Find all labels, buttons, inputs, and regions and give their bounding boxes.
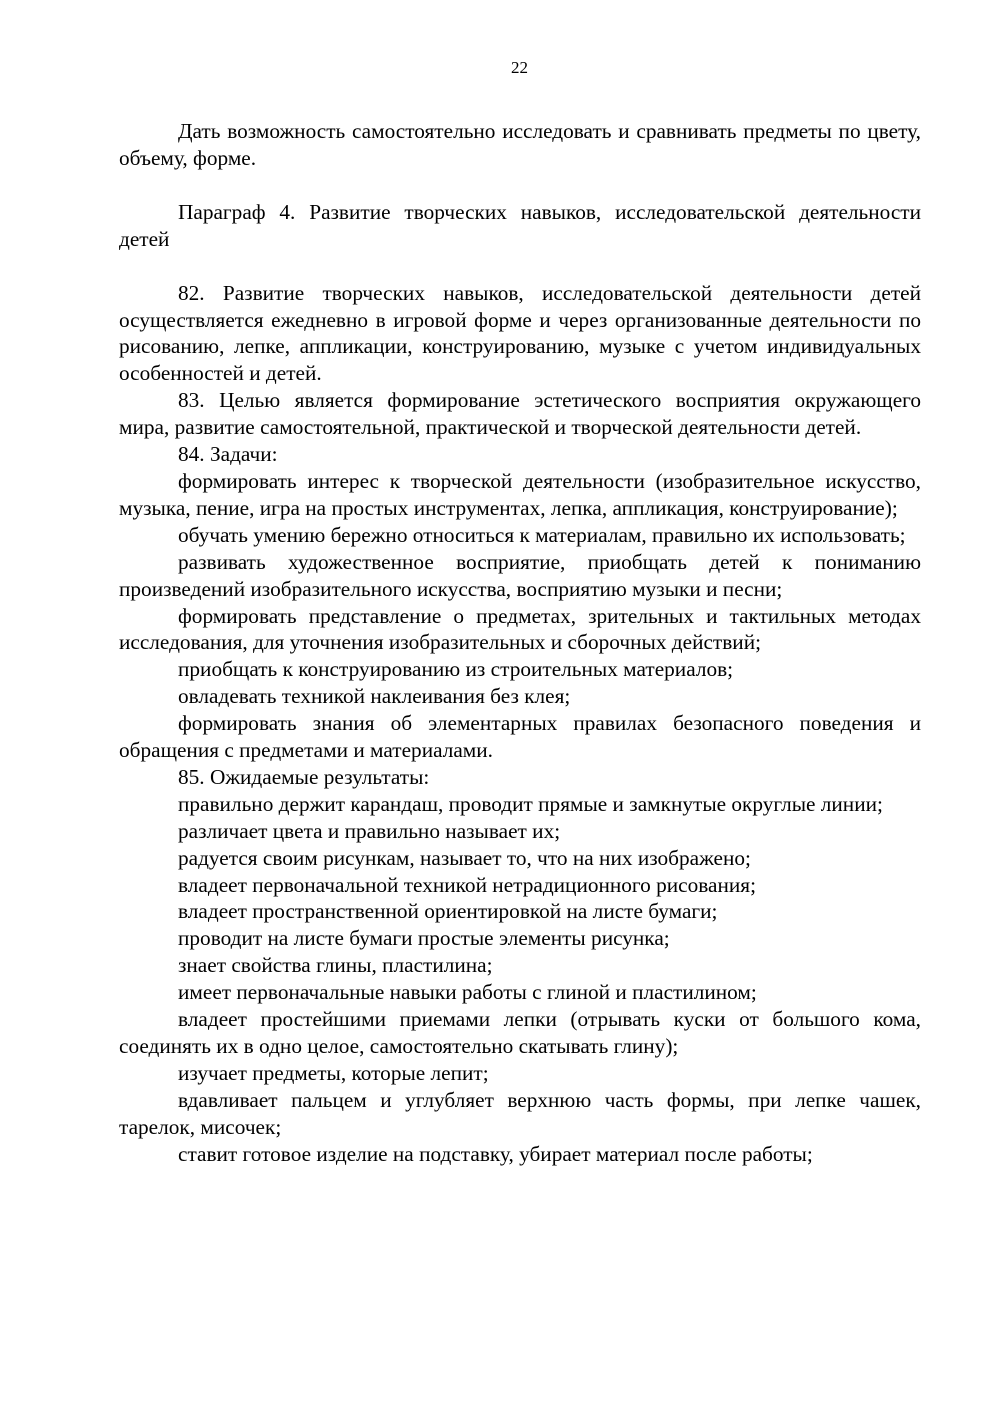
result-item: радуется своим рисункам, называет то, что на них изображено; [178, 845, 751, 870]
result-item: вдавливает пальцем и углубляет верхнюю часть формы, при лепке чашек, тарелок, мисочек; [119, 1087, 921, 1139]
task-item: приобщать к конструированию из строительных материалов; [178, 657, 734, 682]
task-item: обучать умению бережно относиться к материалам, правильно их использовать; [178, 522, 906, 547]
task-item: формировать интерес к творческой деятельности (изобразительное искусство, музыка, пение, игра на простых инструментах, лепка, аппликация, конструирование); [119, 468, 921, 520]
clause-82: 82. Развитие творческих навыков, исследовательской деятельности детей осуществляется ежедневно в игровой форме и через организованные деятельности по рисованию, лепке, аппликации, конструированию, музыке с учетом индивидуальных особенностей и детей. [119, 280, 921, 386]
result-item: ставит готовое изделие на подставку, убирает материал после работы; [178, 1141, 813, 1166]
clause-85-title: 85. Ожидаемые результаты: [178, 764, 430, 789]
result-item: владеет первоначальной техникой нетрадиционного рисования; [178, 872, 756, 897]
result-item: различает цвета и правильно называет их; [178, 818, 561, 843]
clause-83: 83. Целью является формирование эстетического восприятия окружающего мира, развитие самостоятельной, практической и творческой деятельности детей. [119, 388, 921, 440]
result-item: изучает предметы, которые лепит; [178, 1060, 489, 1085]
intro-paragraph: Дать возможность самостоятельно исследовать и сравнивать предметы по цвету, объему, форме. [119, 119, 921, 170]
result-item: проводит на листе бумаги простые элементы рисунка; [178, 926, 670, 951]
result-item: имеет первоначальные навыки работы с глиной и пластилином; [178, 980, 757, 1005]
task-item: овладевать техникой наклеивания без клея; [178, 684, 571, 709]
page-body [119, 118, 921, 1168]
result-item: правильно держит карандаш, проводит прямые и замкнутые округлые линии; [178, 791, 883, 816]
task-item: формировать знания об элементарных правилах безопасного поведения и обращения с предметами и материалами. [119, 711, 921, 763]
result-item: владеет простейшими приемами лепки (отрывать куски от большого кома, соединять их в одно целое, самостоятельно скатывать глину); [119, 1007, 921, 1058]
clause-84-title: 84. Задачи: [178, 442, 278, 467]
page-number: 22 [511, 58, 528, 77]
section-heading: Параграф 4. Развитие творческих навыков, исследовательской деятельности детей [119, 199, 921, 251]
task-item: формировать представление о предметах, зрительных и тактильных методах исследования, для уточнения изобразительных и сборочных действий; [119, 603, 921, 655]
task-item: развивать художественное восприятие, приобщать детей к пониманию произведений изобразительного искусства, восприятию музыки и песни; [119, 549, 921, 601]
result-item: владеет пространственной ориентировкой на листе бумаги; [178, 899, 718, 924]
result-item: знает свойства глины, пластилина; [178, 953, 493, 978]
